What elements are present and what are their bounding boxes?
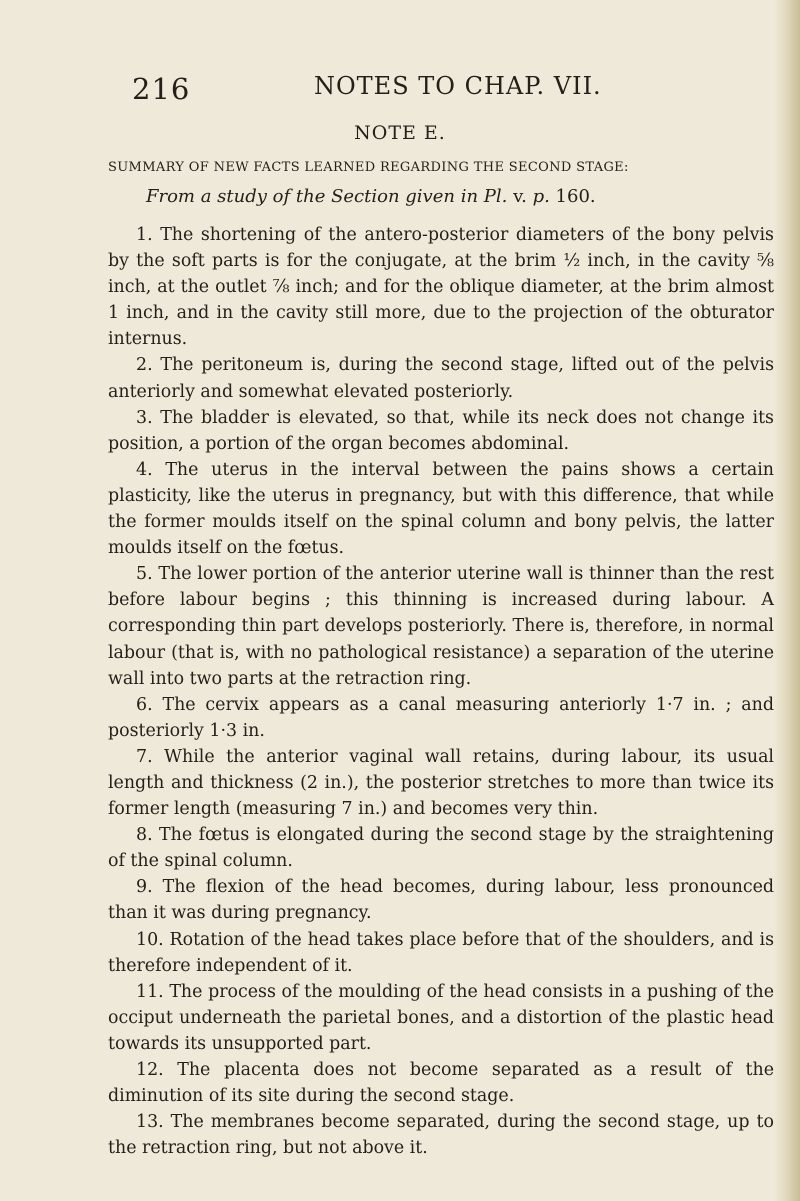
paragraph-5: 5. The lower portion of the anterior uterine wall is thinner than the rest before labour begins ; this thinning is increased during labour. A corresponding thin part develops posteriorly. There is, therefore, in normal labour (that is, with no pathological resistance) a separation of the uterine wall into two parts at the retraction ring. — [108, 564, 774, 689]
page-number: 216 — [132, 72, 191, 106]
source-page-label: p. — [532, 186, 550, 207]
source-plate-number: v. — [507, 186, 533, 207]
page-edge-shadow — [774, 0, 800, 1201]
paragraph-12: 12. The placenta does not become separated as a result of the diminution of its site during the second stage. — [108, 1060, 774, 1107]
paragraph-9: 9. The flexion of the head becomes, during labour, less pronounced than it was during pregnancy. — [108, 877, 774, 924]
source-prefix: From a study of the Section given in — [146, 186, 484, 207]
paragraph-3: 3. The bladder is elevated, so that, while its neck does not change its position, a portion of the organ becomes abdominal. — [108, 407, 774, 454]
paragraph-4: 4. The uterus in the interval between the pains shows a certain plasticity, like the uterus in pregnancy, but with this difference, that while the former moulds itself on the spinal column and bony pelvis, the latter moulds itself on the fœtus. — [108, 459, 774, 559]
paragraph-8: 8. The fœtus is elongated during the second stage by the straightening of the spinal column. — [108, 825, 774, 872]
paragraph-13: 13. The membranes become separated, during the second stage, up to the retraction ring, but not above it. — [108, 1112, 774, 1159]
note-summary-heading: SUMMARY OF NEW FACTS LEARNED REGARDING THE SECOND STAGE: — [108, 160, 629, 175]
note-source-line — [146, 186, 596, 207]
note-title: NOTE E. — [354, 122, 446, 144]
paragraph-10: 10. Rotation of the head takes place before that of the shoulders, and is therefore independent of it. — [108, 929, 774, 976]
paragraph-2: 2. The peritoneum is, during the second stage, lifted out of the pelvis anteriorly and somewhat elevated posteriorly. — [108, 355, 774, 402]
note-body — [108, 222, 774, 1161]
running-head: NOTES TO CHAP. VII. — [314, 72, 602, 100]
page-header — [132, 72, 692, 112]
paragraph-11: 11. The process of the moulding of the head consists in a pushing of the occiput underneath the parietal bones, and a distortion of the plastic head towards its unsupported part. — [108, 981, 774, 1054]
paragraph-7: 7. While the anterior vaginal wall retains, during labour, its usual length and thickness (2 in.), the posterior stretches to more than twice its former length (measuring 7 in.) and becomes very thin. — [108, 746, 774, 820]
paragraph-6: 6. The cervix appears as a canal measuring anteriorly 1·7 in. ; and posteriorly 1·3 in. — [108, 694, 774, 741]
paragraph-1: 1. The shortening of the antero-posterior diameters of the bony pelvis by the soft parts is for the conjugate, at the brim ½ inch, in the cavity ⅝ inch, at the outlet ⅞ inch; and for the oblique diameter, at the brim almost 1 inch, and in the cavity still more, due to the projection of the obturator internus. — [108, 225, 774, 350]
source-page-number: 160. — [549, 186, 596, 207]
source-plate-ref: Pl. — [483, 186, 508, 207]
